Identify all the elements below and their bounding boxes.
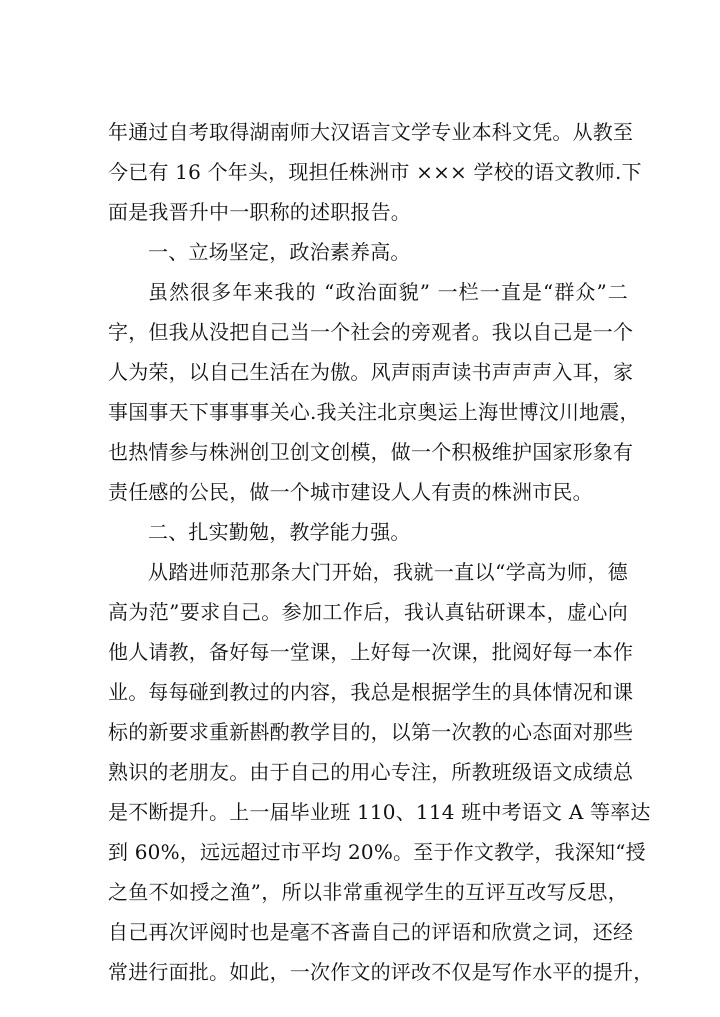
text-line: 标的新要求重新斟酌教学目的，以第一次教的心态面对那些	[108, 720, 634, 744]
text-line: 也热情参与株洲创卫创文创模，做一个积极维护国家形象有	[108, 440, 634, 464]
text-line: 之鱼不如授之渔”，所以非常重视学生的互评互改写反思，	[108, 880, 628, 904]
section-heading: 一、立场坚定，政治素养高。	[148, 240, 411, 264]
text-line: 年通过自考取得湖南师大汉语言文学专业本科文凭。从教至	[108, 120, 634, 144]
section-heading: 二、扎实勤勉，教学能力强。	[148, 520, 411, 544]
text-line: 到 60%，远远超过市平均 20%。至于作文教学，我深知“授	[108, 840, 646, 864]
text-line: 他人请教，备好每一堂课，上好每一次课，批阅好每一本作	[108, 640, 634, 664]
text-line: 字，但我从没把自己当一个社会的旁观者。我以自己是一个	[108, 320, 634, 344]
text-line: 从踏进师范那条大门开始，我就一直以“学高为师，德	[148, 560, 628, 584]
text-line: 业。每每碰到教过的内容，我总是根据学生的具体情况和课	[108, 680, 634, 704]
text-line: 自己再次评阅时也是毫不吝啬自己的评语和欣赏之词，还经	[108, 920, 634, 944]
text-line: 虽然很多年来我的 “政治面貌” 一栏一直是“群众”二	[148, 280, 628, 304]
text-line: 常进行面批。如此，一次作文的评改不仅是写作水平的提升，	[108, 960, 654, 984]
text-line: 事国事天下事事事关心.我关注北京奥运上海世博汶川地震，	[108, 400, 640, 424]
text-line: 是不断提升。上一届毕业班 110、114 班中考语文 A 等率达	[108, 800, 651, 824]
text-line: 今已有 16 个年头，现担任株洲市 ××× 学校的语文教师.下	[108, 160, 642, 184]
text-line: 面是我晋升中一职称的述职报告。	[108, 200, 411, 224]
text-line: 人为荣，以自己生活在为傲。风声雨声读书声声声入耳，家	[108, 360, 634, 384]
text-line: 熟识的老朋友。由于自己的用心专注，所教班级语文成绩总	[108, 760, 634, 784]
text-line: 责任感的公民，做一个城市建设人人有责的株洲市民。	[108, 480, 593, 504]
text-line: 高为范”要求自己。参加工作后，我认真钻研课本，虚心向	[108, 600, 628, 624]
